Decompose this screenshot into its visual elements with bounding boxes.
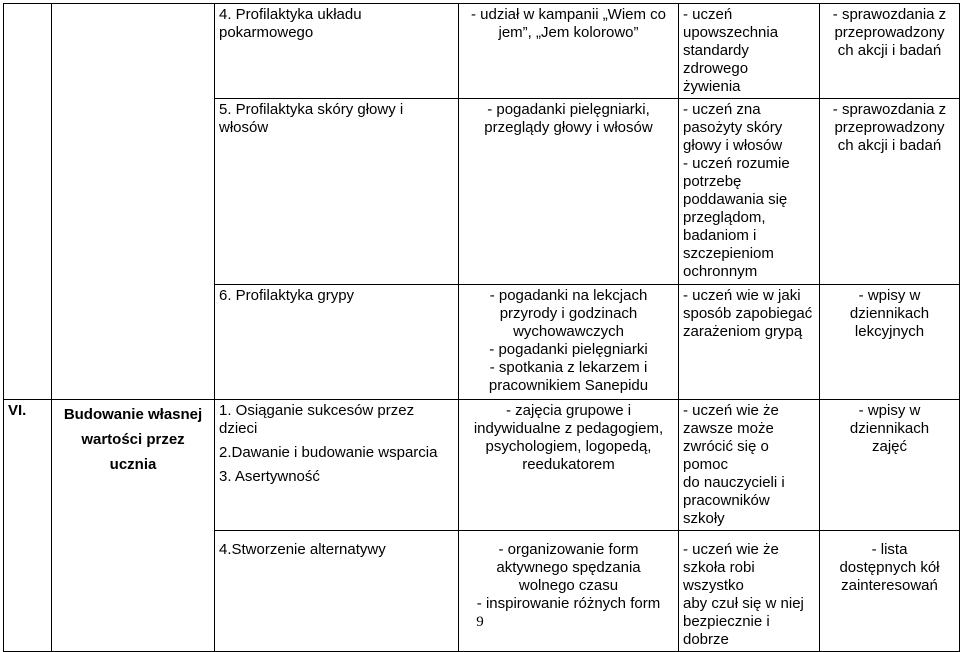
section-number: VI. [4, 400, 52, 652]
table-row [4, 400, 960, 531]
table-row [4, 4, 960, 99]
area-cell: 4. Profilaktyka układu pokarmowego [215, 4, 459, 99]
forms-cell: - pogadanki na lekcjach przyrody i godzinach wychowawczych - pogadanki pielęgniarki - spotkania z lekarzem i pracownikiem Sanepidu [459, 285, 679, 400]
monitoring-cell: - wpisy w dziennikach lekcyjnych [820, 285, 960, 400]
forms-cell: - zajęcia grupowe i indywidualne z pedagogiem, psychologiem, logopedą, reedukatorem [459, 400, 679, 531]
effects-cell: - uczeń wie w jaki sposób zapobiegać zarażeniom grypą [679, 285, 820, 400]
forms-cell: - organizowanie form aktywnego spędzania wolnego czasu - inspirowanie różnych form [459, 531, 679, 652]
monitoring-cell: - lista dostępnych kół zainteresowań [820, 531, 960, 652]
forms-cell: - pogadanki pielęgniarki, przeglądy głowy i włosów [459, 99, 679, 285]
monitoring-cell: - sprawozdania z przeprowadzony ch akcji i badań [820, 4, 960, 99]
effects-cell: - uczeń zna pasożyty skóry głowy i włosów - uczeń rozumie potrzebę poddawania się przeglądom, badaniom i szczepieniom ochronnym [679, 99, 820, 285]
forms-cell: - udział w kampanii „Wiem co jem”, „Jem kolorowo” [459, 4, 679, 99]
effects-cell: - uczeń upowszechnia standardy zdrowego żywienia [679, 4, 820, 99]
effects-cell: - uczeń wie że zawsze może zwrócić się o pomoc do nauczycieli i pracowników szkoły [679, 400, 820, 531]
program-table [3, 3, 960, 652]
page-number: 9 [476, 614, 484, 630]
effects-cell: - uczeń wie że szkoła robi wszystko aby czuł się w niej bezpiecznie i dobrze [679, 531, 820, 652]
area-cell: 6. Profilaktyka grypy [215, 285, 459, 400]
area-cell: 4.Stworzenie alternatywy [215, 531, 459, 652]
monitoring-cell: - wpisy w dziennikach zajęć [820, 400, 960, 531]
monitoring-cell: - sprawozdania z przeprowadzony ch akcji i badań [820, 99, 960, 285]
area-cell: 5. Profilaktyka skóry głowy i włosów [215, 99, 459, 285]
section-title-cell-empty [52, 4, 215, 400]
section-number-cell-empty [4, 4, 52, 400]
section-title: Budowanie własnej wartości przez ucznia [52, 400, 215, 652]
area-cell: 1. Osiąganie sukcesów przez dzieci 2.Dawanie i budowanie wsparcia 3. Asertywność [215, 400, 459, 531]
